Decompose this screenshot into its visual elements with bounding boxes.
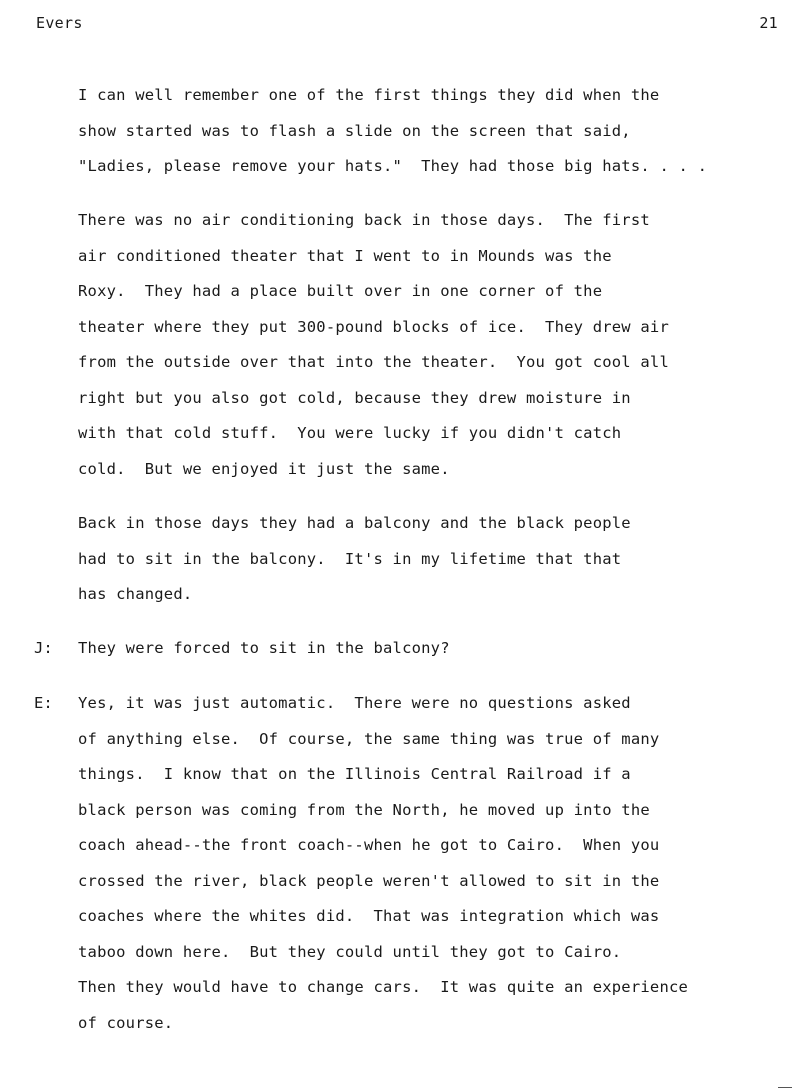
text-line: things. I know that on the Illinois Central Railroad if a xyxy=(78,765,631,783)
paragraph xyxy=(78,631,450,667)
text-line: with that cold stuff. You were lucky if you didn't catch xyxy=(78,424,622,442)
speaker-label: E: xyxy=(34,694,53,712)
text-line: of course. xyxy=(78,1013,174,1032)
text-line: black person was coming from the North, he moved up into the xyxy=(78,800,650,819)
text-line: Yes, it was just automatic. There were no questions asked xyxy=(78,694,631,712)
text-line: Back in those days they had a balcony and the black people xyxy=(78,514,631,532)
text-line: crossed the river, black people weren't allowed to sit in the xyxy=(78,871,660,890)
text-line: of anything else. Of course, the same thing was true of many xyxy=(78,729,660,748)
speaker-label: J: xyxy=(34,639,53,657)
text-line: There was no air conditioning back in those days. The first xyxy=(78,211,650,229)
text-line: coach ahead--the front coach--when he got to Cairo. When you xyxy=(78,836,660,854)
text-line: Roxy. They had a place built over in one corner of the xyxy=(78,282,603,300)
text-line: taboo down here. But they could until they got to Cairo. xyxy=(78,942,622,961)
text-line: cold. But we enjoyed it just the same. xyxy=(78,459,450,478)
paragraph xyxy=(78,686,688,1041)
text-line: show started was to flash a slide on the screen that said, xyxy=(78,121,631,140)
paragraph xyxy=(78,78,707,185)
text-line: Then they would have to change cars. It was quite an experience xyxy=(78,978,689,996)
text-line: coaches where the whites did. That was integration which was xyxy=(78,907,660,925)
paragraph xyxy=(78,203,669,487)
text-line: They were forced to sit in the balcony? xyxy=(78,639,450,657)
text-line: right but you also got cold, because they drew moisture in xyxy=(78,388,631,407)
text-line: theater where they put 300-pound blocks of ice. They drew air xyxy=(78,317,669,336)
text-line: air conditioned theater that I went to in Mounds was the xyxy=(78,246,612,265)
text-line: from the outside over that into the theater. You got cool all xyxy=(78,353,669,371)
text-line: I can well remember one of the first things they did when the xyxy=(78,86,660,104)
text-line: "Ladies, please remove your hats." They had those big hats. . . . xyxy=(78,157,708,175)
header-interviewee-name: Evers xyxy=(36,14,83,32)
paragraph xyxy=(78,506,631,613)
text-line: has changed. xyxy=(78,585,193,603)
page-number: 21 xyxy=(759,14,778,32)
text-line: had to sit in the balcony. It's in my lifetime that that xyxy=(78,549,622,568)
